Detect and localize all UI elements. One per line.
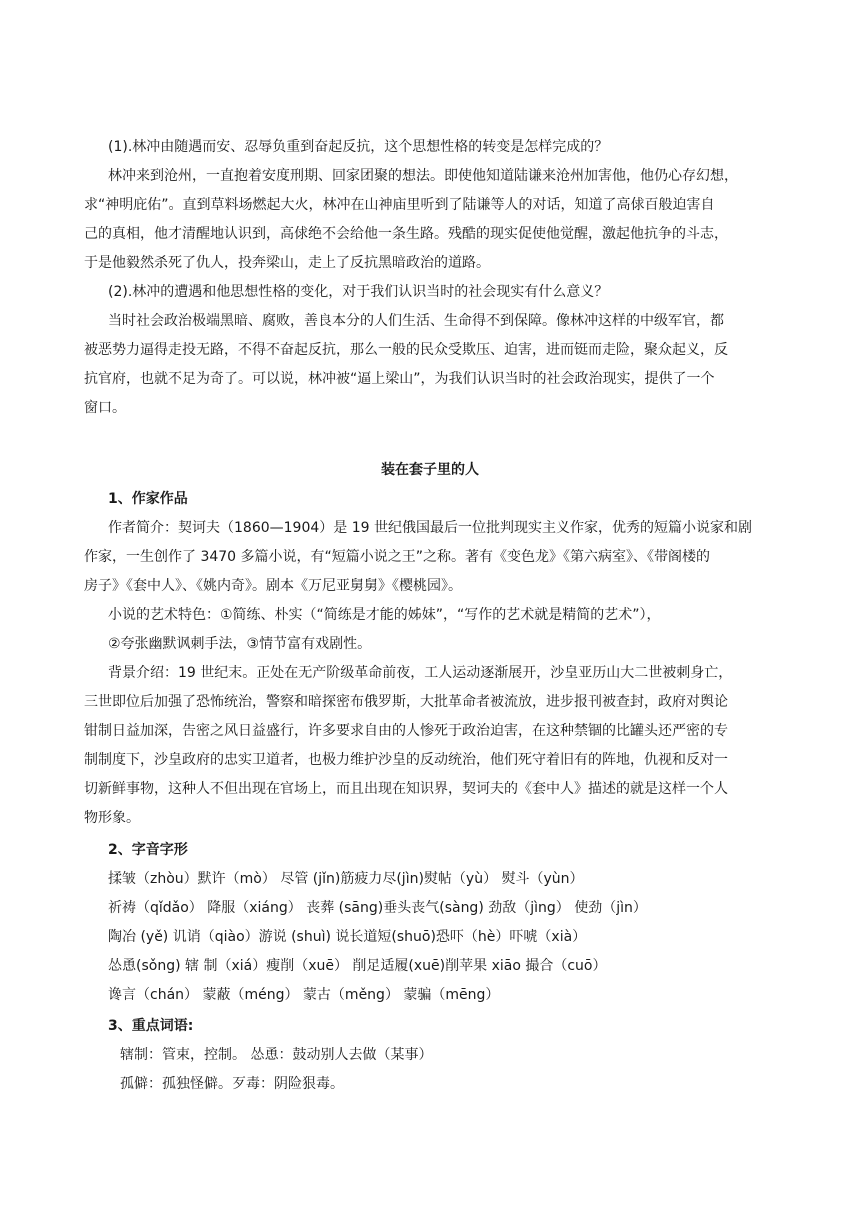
- pinyin-line-2: 祈祷（qǐdǎo） 降服（xiáng） 丧葬 (sāng)垂头丧气(sàng) 劲敌（jìng） 使劲（jìn）: [108, 900, 647, 916]
- pinyin-line-4: 怂恿(sǒng) 辖 制（xiá）瘦削（xuē） 削足适履(xuē)削苹果 xiāo 撮合（cuō）: [108, 958, 607, 974]
- author-line-1: 作者简介：契诃夫（1860—1904）是 19 世纪俄国最后一位批判现实主义作家，优秀的短篇小说家和剧: [108, 520, 752, 536]
- vocab-line-2: 孤僻：孤独怪僻。歹毒：阴险狠毒。: [120, 1076, 344, 1092]
- answer-2-line-2: 被恶势力逼得走投无路，不得不奋起反抗，那么一般的民众受欺压、迫害，进而铤而走险，聚众起义，反: [84, 342, 728, 358]
- answer-1-line-1: 林冲来到沧州，一直抱着安度刑期、回家团聚的想法。即使他知道陆谦来沧州加害他，他仍心存幻想，: [108, 168, 738, 184]
- answer-2-line-4: 窗口。: [84, 400, 126, 416]
- background-line-3: 钳制日益加深，告密之风日益盛行，许多要求自由的人惨死于政治迫害，在这种禁锢的比罐头还严密的专: [84, 723, 728, 739]
- question-1: (1).林冲由随遇而安、忍辱负重到奋起反抗，这个思想性格的转变是怎样完成的？: [108, 139, 609, 155]
- vocab-line-1: 辖制：管束，控制。 怂恿：鼓动别人去做（某事）: [120, 1047, 433, 1063]
- background-line-4: 制制度下，沙皇政府的忠实卫道者，也极力维护沙皇的反动统治，他们死守着旧有的阵地，仇视和反对一: [84, 752, 728, 768]
- pinyin-line-1: 揉皱（zhòu）默许（mò） 尽管 (jǐn)筋疲力尽(jìn)熨帖（yù） 熨斗（yùn）: [108, 871, 584, 887]
- art-line-2: ②夸张幽默讽刺手法，③情节富有戏剧性。: [108, 636, 372, 652]
- heading-key-words: 3、重点词语:: [108, 1018, 194, 1034]
- answer-1-line-3: 己的真相，他才清醒地认识到，高俅绝不会给他一条生路。残酷的现实促使他觉醒，激起他抗争的斗志，: [84, 226, 728, 242]
- background-line-2: 三世即位后加强了恐怖统治，警察和暗探密布俄罗斯，大批革命者被流放，进步报刊被查封，政府对舆论: [84, 694, 728, 710]
- pinyin-line-3: 陶冶 (yě) 讥诮（qiào）游说 (shuì) 说长道短(shuō)恐吓（hè）吓唬（xià）: [108, 929, 587, 945]
- background-line-6: 物形象。: [84, 810, 140, 826]
- heading-author-works: 1、作家作品: [108, 491, 188, 507]
- background-line-5: 切新鲜事物，这种人不但出现在官场上，而且出现在知识界，契诃夫的《套中人》描述的就是这样一个人: [84, 781, 728, 797]
- answer-2-line-3: 抗官府，也就不足为奇了。可以说，林冲被“逼上梁山”，为我们认识当时的社会政治现实，提供了一个: [84, 371, 715, 387]
- pinyin-line-5: 谗言（chán） 蒙蔽（méng） 蒙古（měng） 蒙骗（mēng）: [108, 987, 500, 1003]
- answer-1-line-4: 于是他毅然杀死了仇人，投奔梁山，走上了反抗黑暗政治的道路。: [84, 255, 490, 271]
- question-2: (2).林冲的遭遇和他思想性格的变化，对于我们认识当时的社会现实有什么意义？: [108, 284, 609, 300]
- background-line-1: 背景介绍：19 世纪末。正处在无产阶级革命前夜，工人运动逐渐展开，沙皇亚历山大二世被刺身亡，: [108, 665, 733, 681]
- heading-pronunciation: 2、字音字形: [108, 842, 188, 858]
- section-title: 装在套子里的人: [381, 462, 479, 478]
- answer-2-line-1: 当时社会政治极端黑暗、腐败，善良本分的人们生活、生命得不到保障。像林冲这样的中级军官，都: [108, 313, 724, 329]
- art-line-1: 小说的艺术特色：①简练、朴实（“简练是才能的姊妹”，“写作的艺术就是精简的艺术”），: [108, 607, 661, 623]
- author-line-3: 房子》《套中人》、《姚内奇》。剧本《万尼亚舅舅》《樱桃园》。: [84, 578, 462, 594]
- author-line-2: 作家，一生创作了 3470 多篇小说，有“短篇小说之王”之称。著有《变色龙》《第六病室》、《带阁楼的: [84, 549, 711, 565]
- answer-1-line-2: 求“神明庇佑”。直到草料场燃起大火，林冲在山神庙里听到了陆谦等人的对话，知道了高俅百般迫害自: [84, 197, 715, 213]
